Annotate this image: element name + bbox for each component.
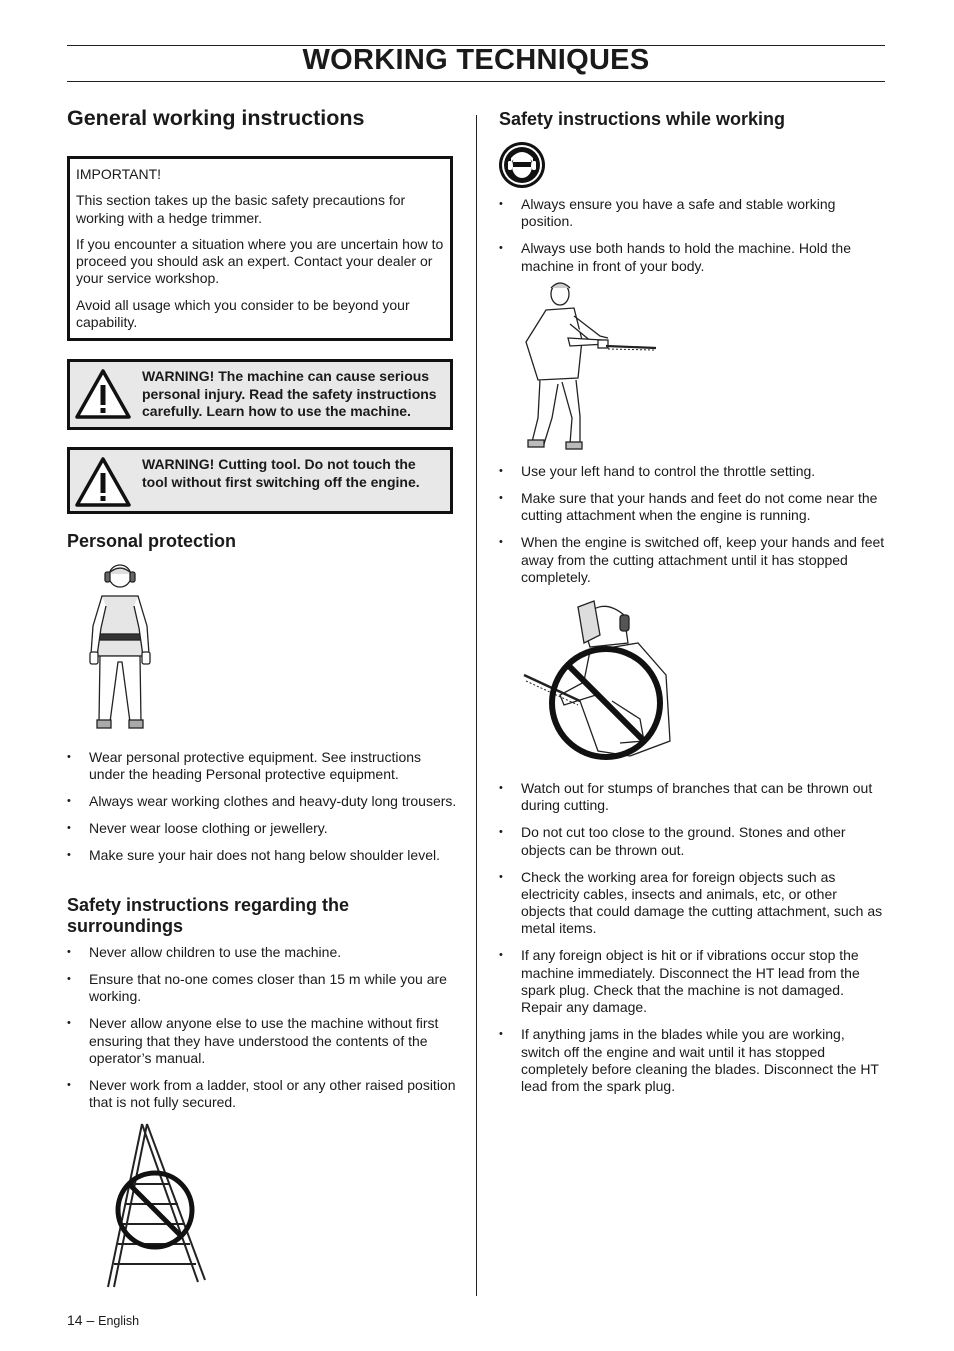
list-item: • Watch out for stumps of branches that can be thrown out during cutting.: [499, 780, 885, 815]
page-footer: [67, 1312, 139, 1328]
warning-box-1: [67, 359, 453, 430]
personal-protection-list: [67, 749, 457, 874]
list-item: • Always wear working clothes and heavy-duty long trousers.: [67, 793, 457, 810]
no-touching-blades-prohibition-illustration: [520, 591, 675, 766]
warning-text-2: WARNING! Cutting tool. Do not touch the tool without first switching off the engine.: [142, 456, 420, 490]
list-item: • Never wear loose clothing or jewellery.: [67, 820, 457, 837]
list-item: • Never work from a ladder, stool or any other raised position that is not fully secured.: [67, 1077, 457, 1112]
safety-while-working-list-c: [499, 780, 885, 1105]
safety-while-working-list-a: [499, 196, 885, 285]
warning-text-1: WARNING! The machine can cause serious personal injury. Read the safety instructions carefully. Learn how to use the machine.: [142, 368, 437, 420]
list-item: • Never allow anyone else to use the machine without first ensuring that they have understood the contents of the operator’s manual.: [67, 1015, 457, 1067]
list-item: • Ensure that no-one comes closer than 15 m while you are working.: [67, 971, 457, 1006]
list-item: • Make sure that your hands and feet do not come near the cutting attachment when the engine is running.: [499, 490, 885, 525]
surroundings-list: [67, 944, 457, 1121]
warning-triangle-icon: [74, 368, 132, 420]
section-heading-surroundings: Safety instructions regarding the surroundings: [67, 895, 350, 936]
list-item: • Use your left hand to control the throttle setting.: [499, 463, 885, 480]
list-item: • Make sure your hair does not hang below shoulder level.: [67, 847, 457, 864]
warning-triangle-icon: [74, 456, 132, 508]
list-item: • Do not cut too close to the ground. Stones and other objects can be thrown out.: [499, 824, 885, 859]
important-text-2: If you encounter a situation where you are uncertain how to proceed you should ask an expert. Contact your dealer or your service workshop.: [76, 235, 444, 287]
section-heading-safety-while-working: Safety instructions while working: [499, 109, 786, 129]
title-underline: [67, 81, 885, 82]
important-box: [67, 156, 453, 341]
safety-while-working-list-b: [499, 463, 885, 596]
person-holding-hedge-trimmer-illustration: [518, 280, 660, 455]
list-item: • If anything jams in the blades while you are working, switch off the engine and wait until it has stopped completely before cleaning the blades. Disconnect the HT lead from the spark plug.: [499, 1026, 885, 1095]
page-title: WORKING TECHNIQUES: [302, 44, 650, 76]
footer-language: English: [98, 1314, 140, 1328]
protective-equipment-person-illustration: [86, 562, 156, 734]
section-heading-personal-protection: Personal protection: [67, 531, 237, 551]
list-item: • If any foreign object is hit or if vibrations occur stop the machine immediately. Disconnect the HT lead from the spark plug. Check that the machine is not damaged. Repair any damage.: [499, 947, 885, 1016]
list-item: • Check the working area for foreign objects such as electricity cables, insects and animals, etc, or other objects that could damage the cutting attachment, such as metal items.: [499, 869, 885, 938]
list-item: • Always ensure you have a safe and stable working position.: [499, 196, 885, 231]
list-item: • Never allow children to use the machine.: [67, 944, 457, 961]
wear-protective-equipment-icon: [498, 141, 546, 189]
list-item: • When the engine is switched off, keep your hands and feet away from the cutting attachment until it has stopped completely.: [499, 534, 885, 586]
important-text-1: This section takes up the basic safety precautions for working with a hedge trimmer.: [76, 192, 406, 226]
warning-box-2: [67, 447, 453, 514]
important-label: IMPORTANT!: [76, 166, 162, 182]
list-item: • Always use both hands to hold the machine. Hold the machine in front of your body.: [499, 240, 885, 275]
list-item: • Wear personal protective equipment. See instructions under the heading Personal protective equipment.: [67, 749, 457, 784]
column-divider: [476, 115, 477, 1296]
no-ladder-prohibition-illustration: [100, 1122, 215, 1292]
section-heading-general: General working instructions: [67, 106, 365, 130]
page-number: 14 –: [67, 1312, 95, 1328]
important-text-3: Avoid all usage which you consider to be beyond your capability.: [76, 296, 410, 331]
